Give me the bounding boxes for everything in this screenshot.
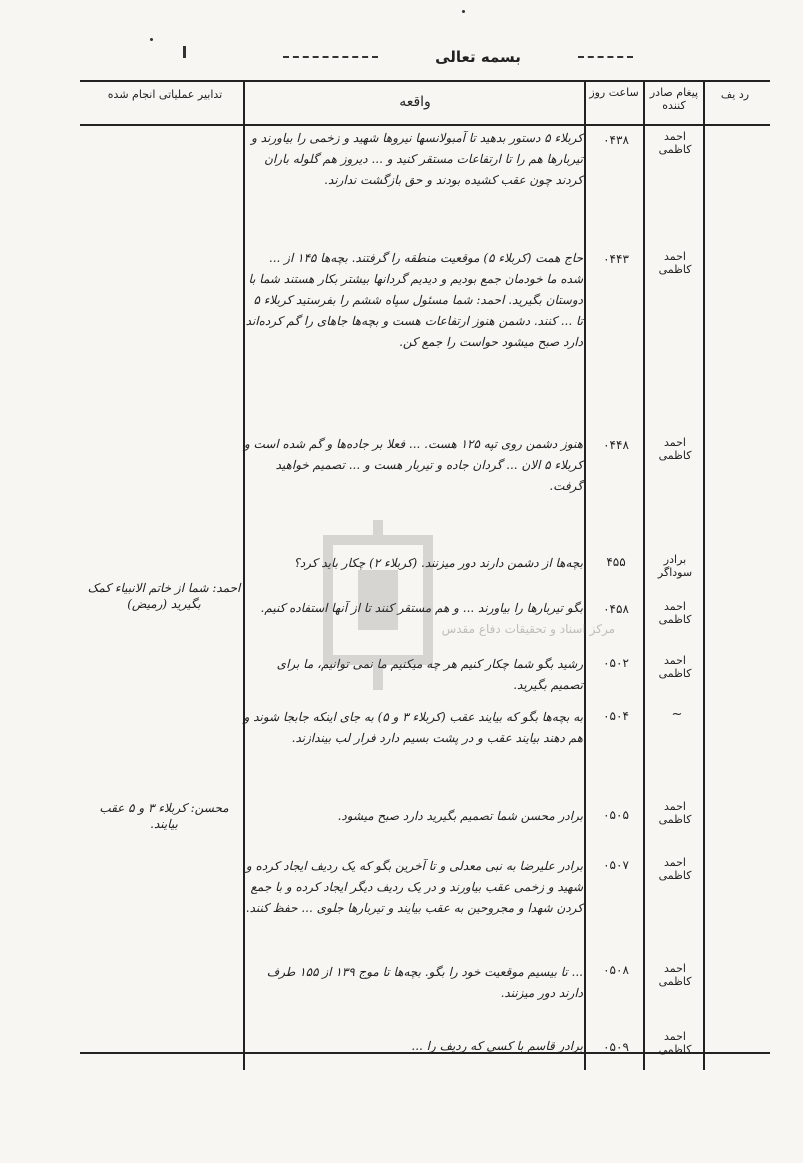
row-time: ۰۴۵۸ (603, 602, 629, 616)
row-time: ۰۵۰۷ (603, 858, 629, 872)
column-header-actions: تدابیر عملیاتی انجام شده (107, 88, 223, 101)
row-event: برادر قاسم با کسی که ردیف را ... (411, 1039, 583, 1053)
row-time: ۰۵۰۹ (603, 1040, 629, 1054)
row-event: حاج همت (کربلاء ۵) موقعیت منطقه را گرفتند. بچه‌ها ۱۴۵ از ... شده ما خودمان جمع بودیم و دیدیم گردانها بیشتر بکار هستند شما با دوستان بگیرید. احمد: شما مسئول سپاه ششم را بفرستید کربلاء ۵ تا ... کنند. دشمن هنوز ارتفاعات هست و بچه‌ها جاهای را گم کرده‌اند دارد صبح میشود حواست را جمع کن. (245, 251, 583, 349)
row-event: برادر علیرضا به نبی معدلی و تا آخرین بگو که یک ردیف ایجاد کرده و شهید و زخمی عقب بیاورند و در یک ردیف دیگر ایجاد کرده و با جمع کردن شهدا و مجروحین به عقب بیایند و تیربارها جلوی ... حفظ کنند. (245, 859, 583, 915)
row-event: بگو تیربارها را بیاورند ... و هم مستقر کنند تا از آنها استفاده کنیم. (260, 601, 583, 615)
column-header-event: واقعه (399, 94, 431, 110)
header-title: بسمه تعالی (435, 48, 521, 66)
row-event: به بچه‌ها بگو که بیایند عقب (کربلاء ۳ و ۵) به جای اینکه جابجا شوند و هم دهند بیایند عقب و در پشت بسیم دارد فرار لب بیندازند. (243, 710, 583, 745)
row-event: ... تا بیسیم موقعیت خود را بگو. بچه‌ها تا موج ۱۳۹ از ۱۵۵ طرف دارند دور میزنند. (266, 965, 583, 1000)
row-time: ۰۵۰۸ (603, 963, 629, 977)
row-reporter: احمد کاظمی (658, 130, 692, 156)
row-event: بچه‌ها از دشمن دارند دور میزنند. (کربلاء ۲) چکار باید کرد؟ (293, 556, 583, 570)
table-header-border (80, 124, 770, 126)
row-event: برادر محسن شما تصمیم بگیرید دارد صبح میشود. (337, 809, 583, 823)
row-event: کربلاء ۵ دستور بدهید تا آمبولانسها نیروها شهید و زخمی را بیاورند و تیربارها هم را تا ارتفاعات مستقر کنید و ... دیروز هم گلوله باران کردند چون عقب کشیده بودند و حق بازگشت ندارند. (251, 131, 583, 187)
archive-watermark-text: مرکز اسناد و تحقیقات دفاع مقدس (441, 622, 615, 636)
row-time: ۴۵۵ (606, 555, 626, 569)
column-header-reporter: پیغام صادر کننده (649, 86, 699, 112)
row-action: محسن: کربلاء ۳ و ۵ عقب بیایند. (99, 801, 229, 831)
row-time: ۰۴۴۸ (603, 438, 629, 452)
row-time: ۰۴۴۳ (603, 252, 629, 266)
row-time: ۰۵۰۴ (603, 709, 629, 723)
header-dash-left (283, 56, 378, 58)
column-divider (584, 80, 586, 1070)
table-top-border (80, 80, 770, 82)
row-reporter: ~ (671, 707, 683, 722)
row-action: احمد: شما از خاتم الانبیاء کمک بگیرید (رمیض) (87, 581, 241, 611)
row-reporter: احمد کاظمی (658, 962, 692, 988)
row-reporter: برادر سوداگر (657, 553, 693, 579)
row-reporter: احمد کاظمی (658, 800, 692, 826)
row-time: ۰۵۰۲ (603, 656, 629, 670)
row-time: ۰۵۰۵ (603, 808, 629, 822)
column-divider (703, 80, 705, 1070)
row-reporter: احمد کاظمی (658, 250, 692, 276)
scan-speck (462, 10, 465, 13)
archive-watermark-logo (288, 520, 468, 690)
scan-speck (150, 38, 153, 41)
column-divider (643, 80, 645, 1070)
row-event: هنوز دشمن روی تپه ۱۲۵ هست. ... فعلا بر جاده‌ها و گم شده است و کربلاء ۵ الان ... گردان جاده و تیربار هست و ... تصمیم خواهید گرفت. (243, 437, 583, 493)
row-reporter: احمد کاظمی (658, 856, 692, 882)
header-mark (183, 46, 186, 58)
row-time: ۰۴۳۸ (603, 133, 629, 147)
row-reporter: احمد کاظمی (658, 1030, 692, 1056)
column-header-time: ساعت روز (589, 86, 639, 99)
row-event: رشید بگو شما چکار کنیم هر چه میکنیم ما نمی توانیم، ما برای تصمیم بگیرید. (276, 657, 583, 692)
header-dash-right (578, 56, 633, 58)
row-reporter: احمد کاظمی (658, 600, 692, 626)
row-reporter: احمد کاظمی (658, 654, 692, 680)
column-header-row-no: رد یف (720, 88, 750, 101)
column-divider (243, 80, 245, 1070)
row-reporter: احمد کاظمی (658, 436, 692, 462)
